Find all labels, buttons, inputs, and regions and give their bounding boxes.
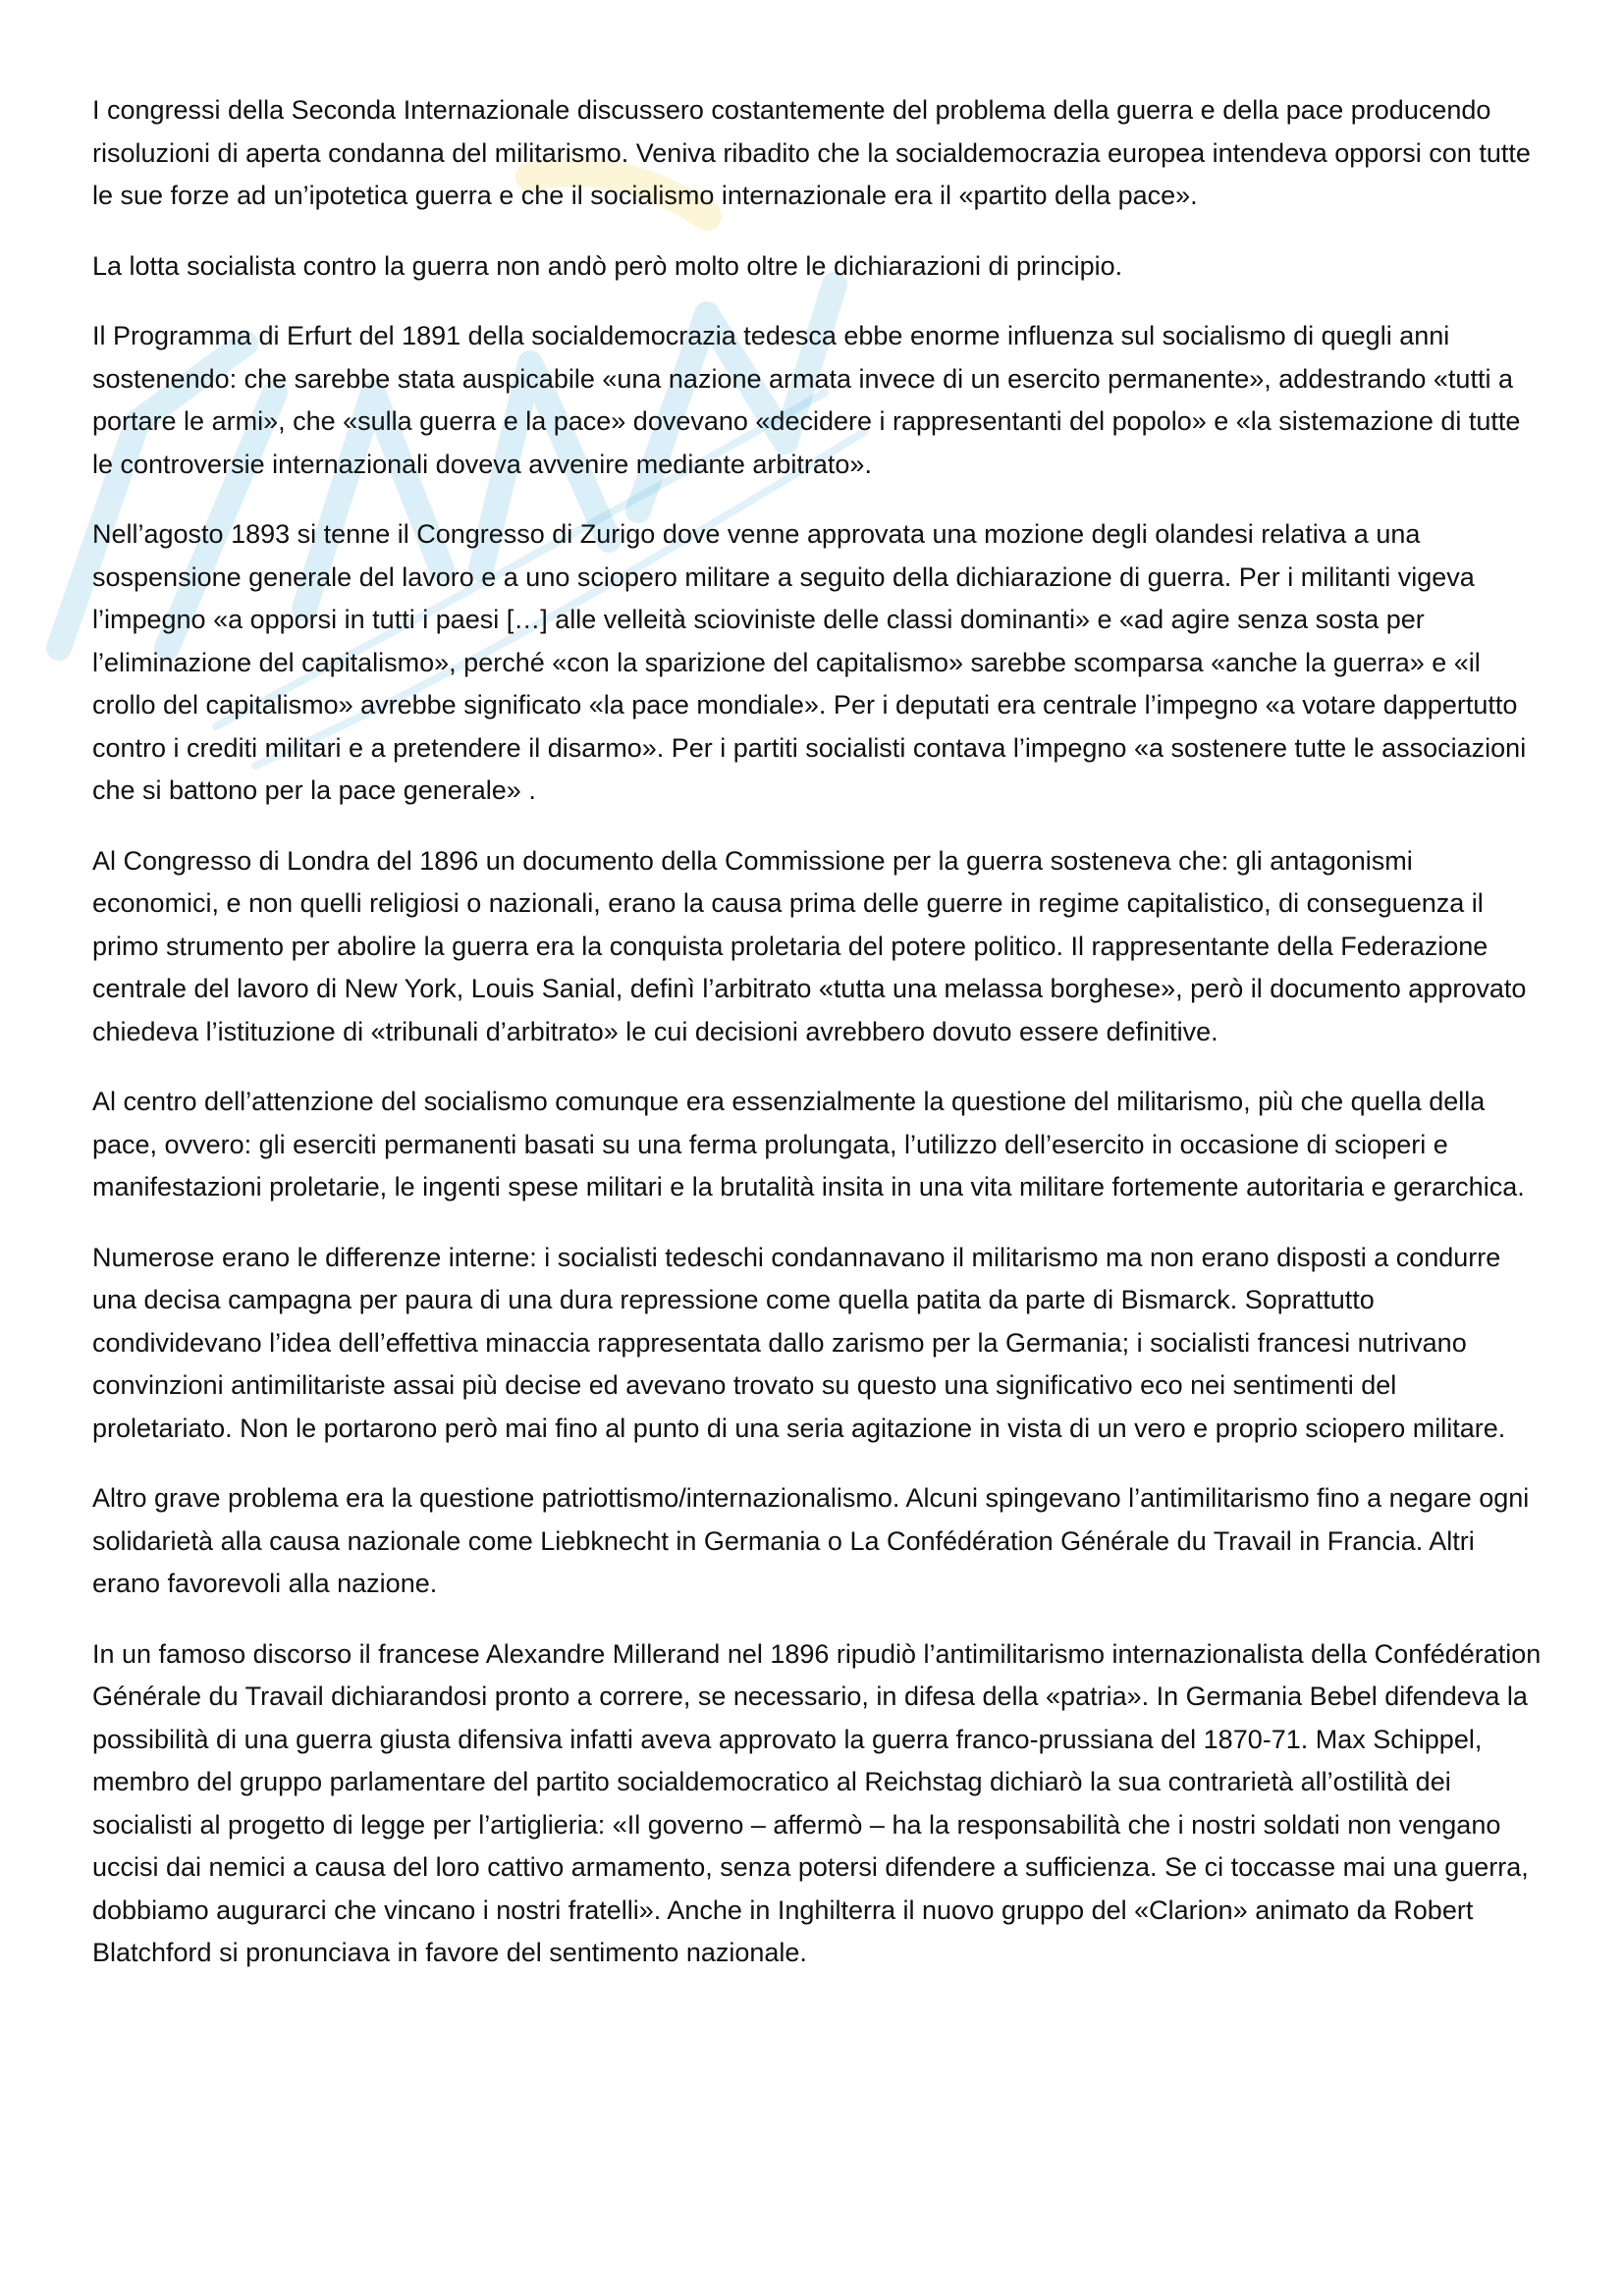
paragraph-4: Nell’agosto 1893 si tenne il Congresso di Zurigo dove venne approvata una mozione degli olandesi relativa a una sospensione generale del lavoro e a uno sciopero militare a seguito della dichiarazione di guerra. Per i militanti vigeva l’impegno «a opporsi in tutti i paesi […] alle velleità sciovinistе delle classi dominanti» e «ad agire senza sosta per l’eliminazione del capitalismo», perché «con la sparizione del capitalismo» sarebbe scomparsa «anche la guerra» e «il crollo del capitalismo» avrebbe significato «la pace mondiale». Per i deputati era centrale l’impegno «a votare dappertutto contro i crediti militari e a pretendere il disarmo». Per i partiti socialisti contava l’impegno «a sostenere tutte le associazioni che si battono per la pace generale» .: [92, 519, 1527, 805]
paragraph-5: Al Congresso di Londra del 1896 un documento della Commissione per la guerra sosteneva che: gli antagonismi economici, e non quelli religiosi o nazionali, erano la causa prima delle guerre in regime capitalistico, di conseguenza il primo strumento per abolire la guerra era la conquista proletaria del potere politico. Il rappresentante della Federazione centrale del lavoro di New York, Louis Sanial, definì l’arbitrato «tutta una melassa borghese», però il documento approvato chiedeva l’istituzione di «tribunali d’arbitrato» le cui decisioni avrebbero dovuto essere definitive.: [92, 845, 1527, 1046]
paragraph-7: Numerose erano le differenze interne: i socialisti tedeschi condannavano il militarismo ma non erano disposti a condurre una decisa campagna per paura di una dura repressione come quella patita da parte di Bismarck. Soprattutto condividevano l’idea dell’effettiva minaccia rappresentata dallo zarismo per la Germania; i socialisti francesi nutrivano convinzioni antimilitariste assai più decise ed avevano trovato su questo una significativo eco nei sentimenti del proletariato. Non le portarono però mai fino al punto di una seria agitazione in vista di un vero e proprio sciopero militare.: [92, 1242, 1506, 1443]
paragraph-6: Al centro dell’attenzione del socialismo comunque era essenzialmente la questione del militarismo, più che quella della pace, ovvero: gli eserciti permanenti basati su una ferma prolungata, l’utilizzo dell’esercito in occasione di scioperi e manifestazioni proletarie, le ingenti spese militari e la brutalità insita in una vita militare fortemente autoritaria e gerarchica.: [92, 1087, 1525, 1201]
paragraph-2: La lotta socialista contro la guerra non andò però molto oltre le dichiarazioni di principio.: [92, 250, 1123, 281]
paragraph-8: Altro grave problema era la questione patriottismo/internazionalismo. Alcuni spingevano l’antimilitarismo fino a negare ogni solidarietà alla causa nazionale come Liebknecht in Germania o La Confédération Générale du Travail in Francia. Altri erano favorevoli alla nazione.: [92, 1483, 1530, 1598]
paragraph-1: I congressi della Seconda Internazionale discussero costantemente del problema della guerra e della pace producendo risoluzioni di aperta condanna del militarismo. Veniva ribadito che la socialdemocrazia europea intendeva opporsi con tutte le sue forze ad un’ipotetica guerra e che il socialismo internazionale era il «partito della pace».: [92, 95, 1531, 210]
document-page: [92, 89, 1543, 2002]
paragraph-3: Il Programma di Erfurt del 1891 della socialdemocrazia tedesca ebbe enorme influenza sul socialismo di quegli anni sostenendo: che sarebbe stata auspicabile «una nazione armata invece di un esercito permanente», addestrando «tutti a portare le armi», che «sulla guerra e la pace» dovevano «decidere i rappresentanti del popolo» e «la sistemazione di tutte le controversie internazionali doveva avvenire mediante arbitrato».: [92, 321, 1521, 479]
paragraph-9: In un famoso discorso il francese Alexandre Millerand nel 1896 ripudiò l’antimilitarismo internazionalista della Confédération Générale du Travail dichiarandosi pronto a correre, se necessario, in difesa della «patria». In Germania Bebel difendeva la possibilità di una guerra giusta difensiva infatti aveva approvato la guerra franco-prussiana del 1870-71. Max Schippel, membro del gruppo parlamentare del partito socialdemocratico al Reichstag dichiarò la sua contrarietà all’ostilità dei socialisti al progetto di legge per l’artiglieria: «Il governo – affermò – ha la responsabilità che i nostri soldati non vengano uccisi dai nemici a causa del loro cattivo armamento, senza potersi difendere a sufficienza. Se ci toccasse mai una guerra, dobbiamo augurarci che vincano i nostri fratelli». Anche in Inghilterra il nuovo gruppo del «Clarion» animato da Robert Blatchford si pronunciava in favore del sentimento nazionale.: [92, 1638, 1542, 1967]
